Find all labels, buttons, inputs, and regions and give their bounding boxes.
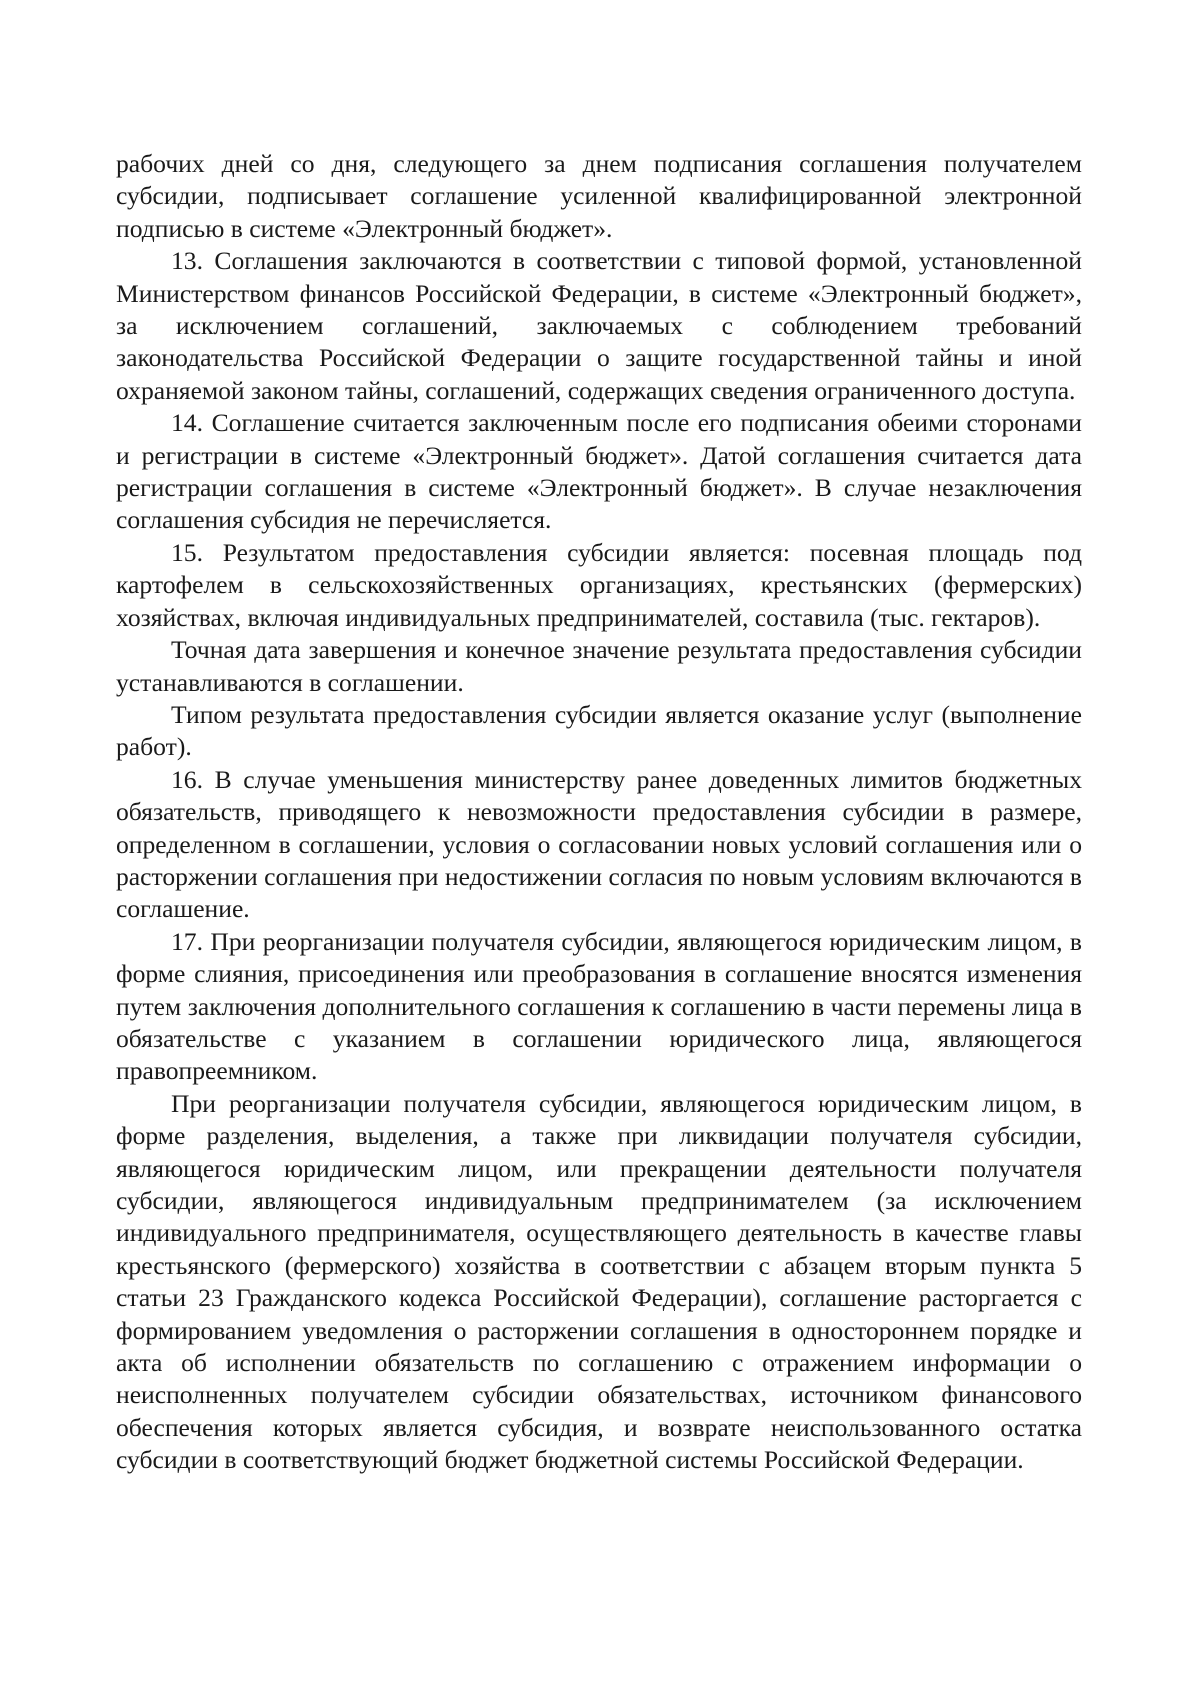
paragraph-item-13: 13. Соглашения заключаются в соответствии с типовой формой, установленной Министерством финансов Российской Федерации, в системе «Электронный бюджет», за исключением соглашений, заключаемых с соблюдением требований законодательства Российской Федерации о защите государственной тайны и иной охраняемой законом тайны, соглашений, содержащих сведения ограниченного доступа.	[116, 246, 1082, 405]
paragraph-item-17: 17. При реорганизации получателя субсидии, являющегося юридическим лицом, в форме слияния, присоединения или преобразования в соглашение вносятся изменения путем заключения дополнительного соглашения к соглашению в части перемены лица в обязательстве с указанием в соглашении юридического лица, являющегося правопреемником.	[116, 926, 1082, 1086]
paragraph-item-14: 14. Соглашение считается заключенным после его подписания обеими сторонами и регистрации в системе «Электронный бюджет». Датой соглашения считается дата регистрации соглашения в системе «Электронный бюджет». В случае незаключения соглашения субсидия не перечисляется.	[116, 408, 1082, 535]
paragraph-item-16: 16. В случае уменьшения министерству ранее доведенных лимитов бюджетных обязательств, приводящего к невозможности предоставления субсидии в размере, определенном в соглашении, условия о согласовании новых условий соглашения или о расторжении соглашения при недостижении согласия по новым условиям включаются в соглашение.	[116, 764, 1082, 924]
paragraph-result-date: Точная дата завершения и конечное значение результата предоставления субсидии устанавливаются в соглашении.	[116, 635, 1082, 697]
paragraph-result-type: Типом результата предоставления субсидии является оказание услуг (выполнение работ).	[116, 699, 1082, 762]
paragraph-item-15: 15. Результатом предоставления субсидии является: посевная площадь под картофелем в сельскохозяйственных организациях, крестьянских (фермерских) хозяйствах, включая индивидуальных предпринимателей, составила (тыс. гектаров).	[116, 537, 1082, 632]
paragraph-reorganization: При реорганизации получателя субсидии, являющегося юридическим лицом, в форме разделения, выделения, а также при ликвидации получателя субсидии, являющегося юридическим лицом, или прекращении деятельности получателя субсидии, являющегося индивидуальным предпринимателем (за исключением индивидуального предпринимателя, осуществляющего деятельность в качестве главы крестьянского (фермерского) хозяйства в соответствии с абзацем вторым пункта 5 статьи 23 Гражданского кодекса Российской Федерации), соглашение расторгается с формированием уведомления о расторжении соглашения в одностороннем порядке и акта об исполнении обязательств по соглашению с отражением информации о неисполненных получателем субсидии обязательствах, источником финансового обеспечения которых является субсидия, и возврате неиспользованного остатка субсидии в соответствующий бюджет бюджетной системы Российской Федерации.	[116, 1088, 1082, 1475]
paragraph-continuation: рабочих дней со дня, следующего за днем подписания соглашения получателем субсидии, подписывает соглашение усиленной квалифицированной электронной подписью в системе «Электронный бюджет».	[116, 149, 1082, 243]
document-body	[116, 148, 1082, 1477]
